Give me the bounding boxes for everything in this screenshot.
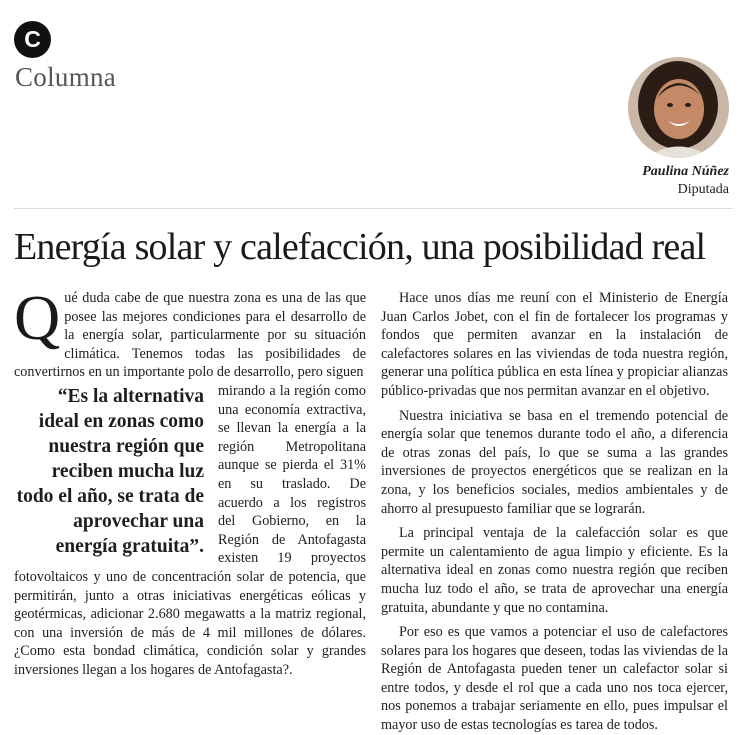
author-role: Diputada xyxy=(677,182,729,197)
article-left-column xyxy=(14,282,366,679)
author-portrait-image xyxy=(628,57,729,158)
divider xyxy=(14,208,733,209)
paragraph: Nuestra iniciativa se basa en el tremendo potencial de energía solar que tenemos durante todo el año, a diferencia de otras zonas del país, lo que se suma a las grandes inversiones de proyectos energéticos que se realizan en la zona, y los beneficios sociales, medios ambientales y de ahorro al presupuesto familiar que se lograrán. xyxy=(381,407,728,517)
paragraph: La principal ventaja de la calefacción solar es que permite un calentamiento de agua limpio y eficiente. Es la alternativa ideal en zonas como nuestra región que reciben mucha luz todo el año, se trata de aprovechar una energía gratuita, abundante y que no contamina. xyxy=(381,525,728,616)
author-photo xyxy=(628,57,729,158)
paragraph: Hace unos días me reuní con el Ministerio de Energía Juan Carlos Jobet, con el fin de fortalecer los programas y fondos que permiten avanzar en la instalación de calefactores solares en las viviendas de toda nuestra región, generar una política pública en esta línea y propiciar alianzas público-privadas que nos permitan avanzar en el objetivo. xyxy=(381,290,728,399)
section-label: Columna xyxy=(15,62,117,92)
author-name: Paulina Núñez xyxy=(642,164,729,179)
lead-paragraph xyxy=(14,282,366,679)
pull-quote: “Es la alternativa ideal en zonas como nuestra región que reciben mucha luz todo el año, se trata de aprovechar una energía gratuita”. xyxy=(16,385,204,557)
drop-cap: Q xyxy=(14,282,61,353)
headline: Energía solar y calefacción, una posibilidad real xyxy=(14,226,706,268)
author-byline xyxy=(642,163,729,199)
column-badge: C xyxy=(14,21,51,58)
paragraph: Por eso es que vamos a potenciar el uso de calefactores solares para los hogares que deseen, todas las viviendas de la Región de Antofagasta pueden tener un calefactor solar si entre todos, y desde el rol que a cada uno nos toca ejercer, nos ponemos a trabajar seriamente en ello, pues impulsar el mayor uso de estas tecnologías es tarea de todos. xyxy=(381,624,728,734)
lead-text: ué duda cabe de que nuestra zona es una de las que posee las mejores condiciones para el desarrollo de la energía solar, particularmente por su situación climática. Tenemos todas las posibilidades de convertirnos en un importante polo de desarrollo, pero siguen xyxy=(14,290,366,381)
lead-text-continued: mirando a la región como una economía extractiva, se llevan la energía a la región Metropolitana aunque se pierda el 31% en su traslado. De acuerdo a los registros del Gobierno, en la Región de Antofagasta existen 19 proyectos fotovoltaicos y uno de concentración solar de potencia, que permitirán, junto a otras iniciativas energéticas eólicas y geotérmicas, adicionar 2.680 megawatts a la matriz regional, con una inversión de más de 4 mil millones de dólares. ¿Como esta bondad climática, condición solar y grandes inversiones llegan a los hogares de Antofagasta?. xyxy=(14,382,366,678)
article-right-column xyxy=(381,289,728,735)
